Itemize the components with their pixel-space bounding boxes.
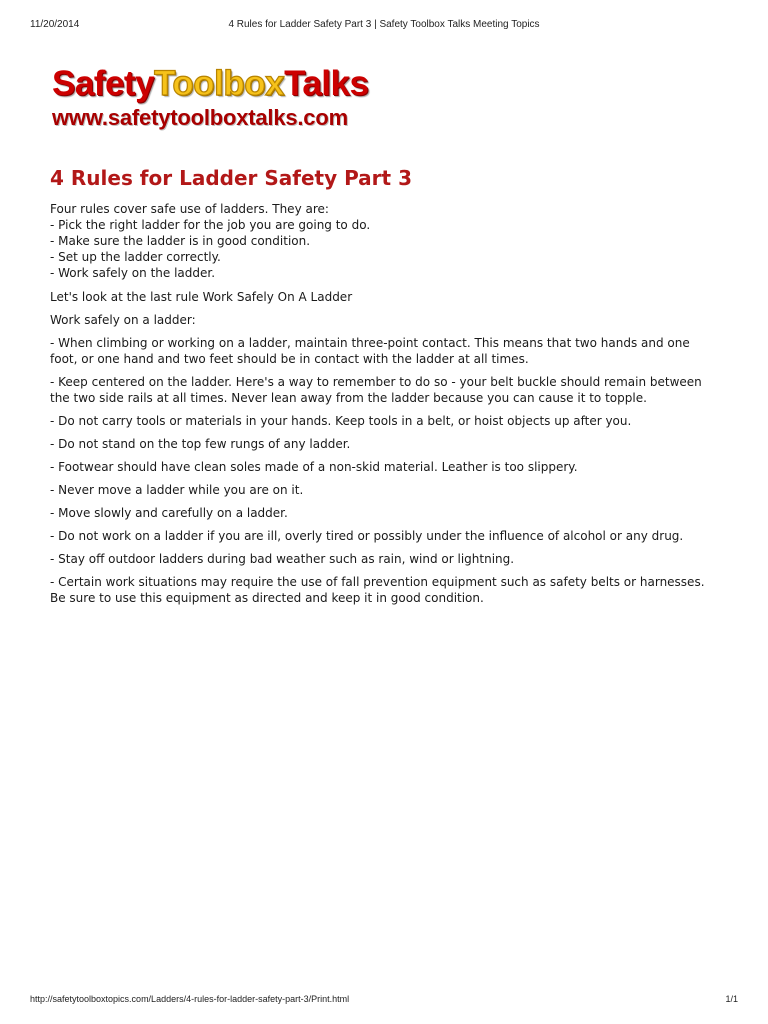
print-header — [0, 19, 768, 33]
article-paragraph: - Do not carry tools or materials in your hands. Keep tools in a belt, or hoist objects up after you. — [50, 414, 632, 428]
logo-word-safety: Safety — [52, 64, 155, 103]
article-paragraph: - Move slowly and carefully on a ladder. — [50, 506, 288, 520]
print-date: 11/20/2014 — [30, 19, 80, 30]
intro-line: - Set up the ladder correctly. — [50, 250, 221, 264]
page-number: 1/1 — [725, 994, 738, 1004]
logo-wordmark — [52, 64, 452, 104]
logo-word-talks: Talks — [284, 64, 369, 103]
article-heading: 4 Rules for Ladder Safety Part 3 — [50, 166, 412, 190]
article-paragraph: Let's look at the last rule Work Safely On A Ladder — [50, 290, 353, 304]
article-paragraph: - Do not stand on the top few rungs of any ladder. — [50, 437, 351, 451]
intro-line: - Work safely on the ladder. — [50, 266, 216, 280]
print-page-title: 4 Rules for Ladder Safety Part 3 | Safety Toolbox Talks Meeting Topics — [228, 19, 540, 30]
intro-line: - Pick the right ladder for the job you are going to do. — [50, 218, 371, 232]
print-source-url[interactable]: http://safetytoolboxtopics.com/Ladders/4-rules-for-ladder-safety-part-3/Print.html — [30, 994, 350, 1004]
article-paragraph: - Do not work on a ladder if you are ill, overly tired or possibly under the influence of alcohol or any drug. — [50, 529, 684, 543]
article — [50, 165, 720, 613]
logo-word-toolbox: Toolbox — [154, 64, 285, 103]
intro-line: Four rules cover safe use of ladders. They are: — [50, 202, 329, 216]
logo-url[interactable]: www.safetytoolboxtalks.com — [52, 105, 348, 130]
article-paragraph: - Stay off outdoor ladders during bad weather such as rain, wind or lightning. — [50, 552, 515, 566]
article-paragraph: - When climbing or working on a ladder, maintain three-point contact. This means that two hands and one foot, or one hand and two feet should be in contact with the ladder at all times. — [50, 336, 690, 366]
intro-line: - Make sure the ladder is in good condition. — [50, 234, 311, 248]
site-logo[interactable] — [52, 64, 452, 144]
article-paragraph: - Certain work situations may require the use of fall prevention equipment such as safety belts or harnesses. Be sure to use this equipment as directed and keep it in good condition. — [50, 575, 705, 605]
article-paragraph: - Keep centered on the ladder. Here's a way to remember to do so - your belt buckle should remain between the two side rails at all times. Never lean away from the ladder because you can cause it to topple. — [50, 375, 702, 405]
article-paragraph: - Never move a ladder while you are on it. — [50, 483, 304, 497]
article-paragraph: Work safely on a ladder: — [50, 313, 196, 327]
article-paragraph: - Footwear should have clean soles made of a non-skid material. Leather is too slippery. — [50, 460, 578, 474]
print-footer — [0, 994, 768, 1008]
article-intro — [50, 201, 720, 281]
